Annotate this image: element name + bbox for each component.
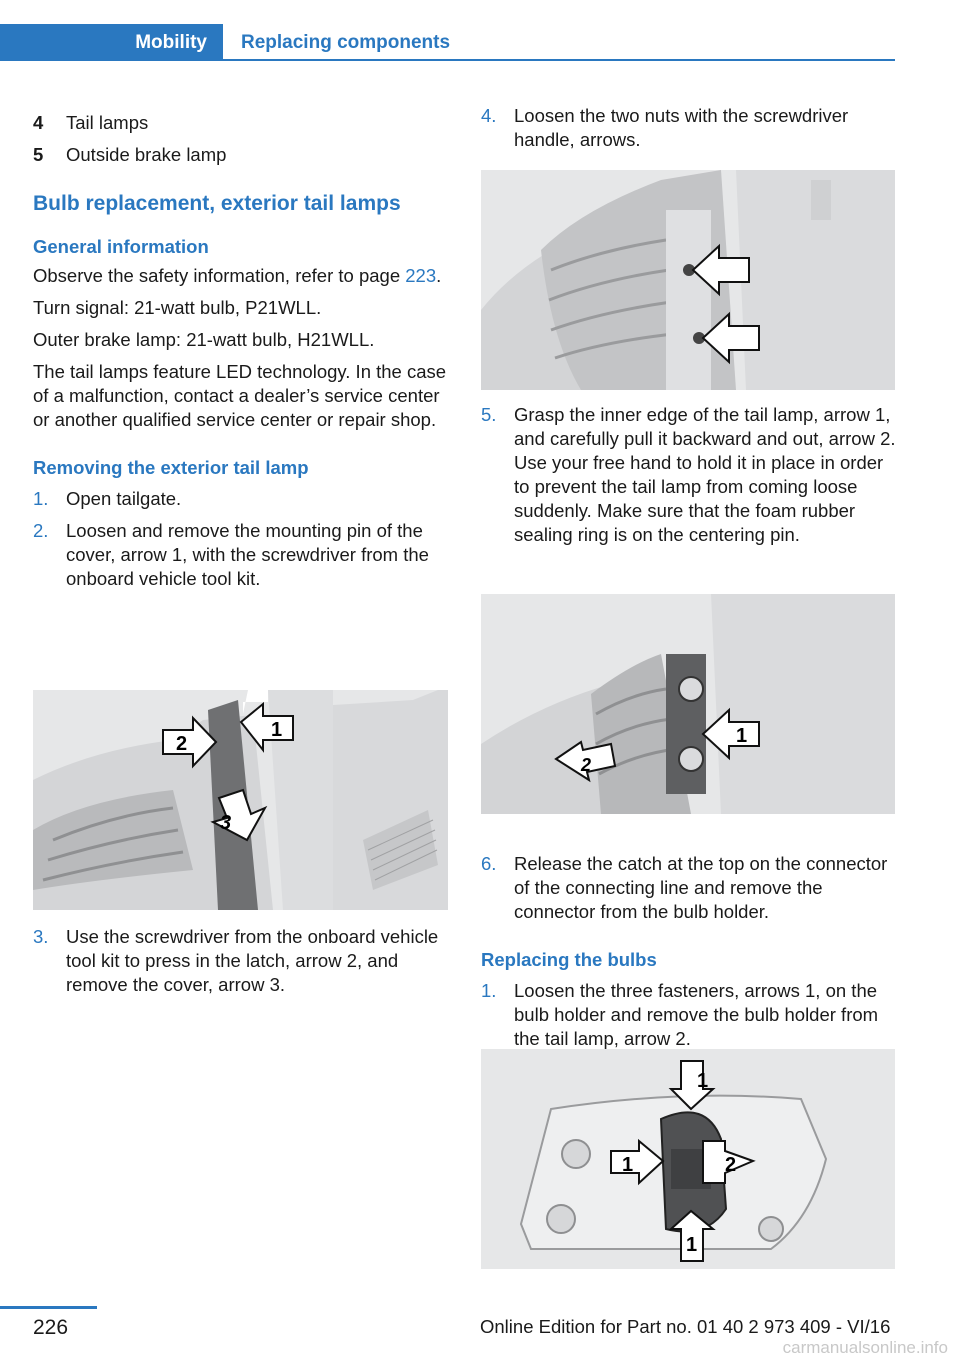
bulb-holder-illustration	[481, 1049, 895, 1269]
step-number: 3.	[33, 926, 49, 947]
step-text: Loosen and remove the mounting pin of the cover, arrow 1, with the screwdriver from the onboard vehicle tool kit.	[66, 520, 429, 589]
figure-label-1: 1	[271, 719, 283, 741]
step-number: 5.	[481, 404, 497, 425]
subheading-replacing-bulbs: Replacing the bulbs	[481, 949, 657, 970]
safety-paragraph	[33, 264, 448, 288]
right-column	[481, 104, 896, 152]
step-text: Use the screwdriver from the onboard vehicle tool kit to press in the latch, arrow 2, and remove the cover, arrow 3.	[66, 926, 439, 995]
page-link[interactable]: 223	[405, 265, 437, 286]
figure-cover-removal	[33, 690, 448, 910]
tail-lamp-illustration	[33, 690, 448, 910]
figure-label-2: 2	[725, 1154, 737, 1176]
step-text: Release the catch at the top on the connector of the connecting line and remove the connector from the bulb holder.	[514, 853, 888, 922]
step-item	[33, 519, 448, 591]
figure-bulb-holder	[481, 1049, 895, 1269]
step-item	[481, 979, 896, 1051]
section-tab-mobility[interactable]: Mobility	[0, 24, 223, 61]
figure-pull-lamp	[481, 594, 895, 814]
header-divider	[223, 59, 895, 61]
figure-label-2: 2	[581, 755, 592, 775]
watermark: carmanualsonline.info	[782, 1338, 948, 1357]
figure-label-1-left: 1	[622, 1154, 634, 1176]
list-item-text: Outside brake lamp	[66, 144, 227, 165]
led-paragraph: The tail lamps feature LED technology. In the case of a malfunction, contact a dealer’s service center or another qualified service center or repair shop.	[33, 361, 447, 430]
subheading-general: General information	[33, 236, 209, 257]
figure-label-1-bottom: 1	[686, 1234, 698, 1256]
step-item	[481, 104, 896, 152]
step-text: Loosen the three fasteners, arrows 1, on the bulb holder and remove the bulb holder from the tail lamp, arrow 2.	[514, 980, 879, 1049]
figure-two-nuts	[481, 170, 895, 390]
turn-signal-text: Turn signal: 21-watt bulb, P21WLL.	[33, 297, 322, 318]
step-item	[33, 487, 448, 511]
step-item	[481, 852, 896, 924]
page-number: 226	[33, 1316, 69, 1339]
list-item-number: 5	[33, 144, 44, 165]
tail-lamp-nuts-illustration	[481, 170, 895, 390]
step-number: 6.	[481, 853, 497, 874]
step-number: 2.	[33, 520, 49, 541]
step-number: 1.	[33, 488, 49, 509]
left-column	[33, 111, 448, 591]
step-text: Open tailgate.	[66, 488, 182, 509]
step-number: 4.	[481, 105, 497, 126]
figure-label-1: 1	[736, 725, 748, 747]
list-item	[33, 143, 448, 167]
online-edition-text: Online Edition for Part no. 01 40 2 973 409 - VI/16	[480, 1316, 891, 1337]
step-item	[481, 403, 896, 547]
safety-text: Observe the safety information, refer to page	[33, 265, 406, 286]
figure-label-3: 3	[220, 812, 232, 834]
right-step-5	[481, 403, 896, 547]
step-text: Loosen the two nuts with the screwdriver handle, arrows.	[514, 105, 849, 150]
outer-brake-text: Outer brake lamp: 21-watt bulb, H21WLL.	[33, 329, 375, 350]
footer-divider	[0, 1306, 97, 1309]
step-text: Grasp the inner edge of the tail lamp, arrow 1, and carefully pull it backward and out, arrow 2. Use your free hand to hold it in place in order to prevent the tail lamp from coming loose suddenly. Make sure that the foam rubber sealing ring is on the centering pin.	[514, 404, 896, 545]
list-item-number: 4	[33, 112, 44, 133]
figure-label-1-top: 1	[697, 1070, 709, 1092]
step-item	[33, 925, 448, 997]
right-step-6	[481, 852, 896, 1051]
subheading-removing: Removing the exterior tail lamp	[33, 457, 309, 478]
page-header	[0, 0, 960, 62]
step-number: 1.	[481, 980, 497, 1001]
safety-text-end: .	[436, 265, 442, 286]
left-column-lower	[33, 925, 448, 997]
figure-label-2: 2	[176, 733, 188, 755]
list-item-text: Tail lamps	[66, 112, 149, 133]
tail-lamp-pull-illustration	[481, 594, 895, 814]
list-item	[33, 111, 448, 135]
section-heading: Bulb replacement, exterior tail lamps	[33, 192, 401, 215]
subsection-title[interactable]: Replacing components	[241, 31, 451, 53]
